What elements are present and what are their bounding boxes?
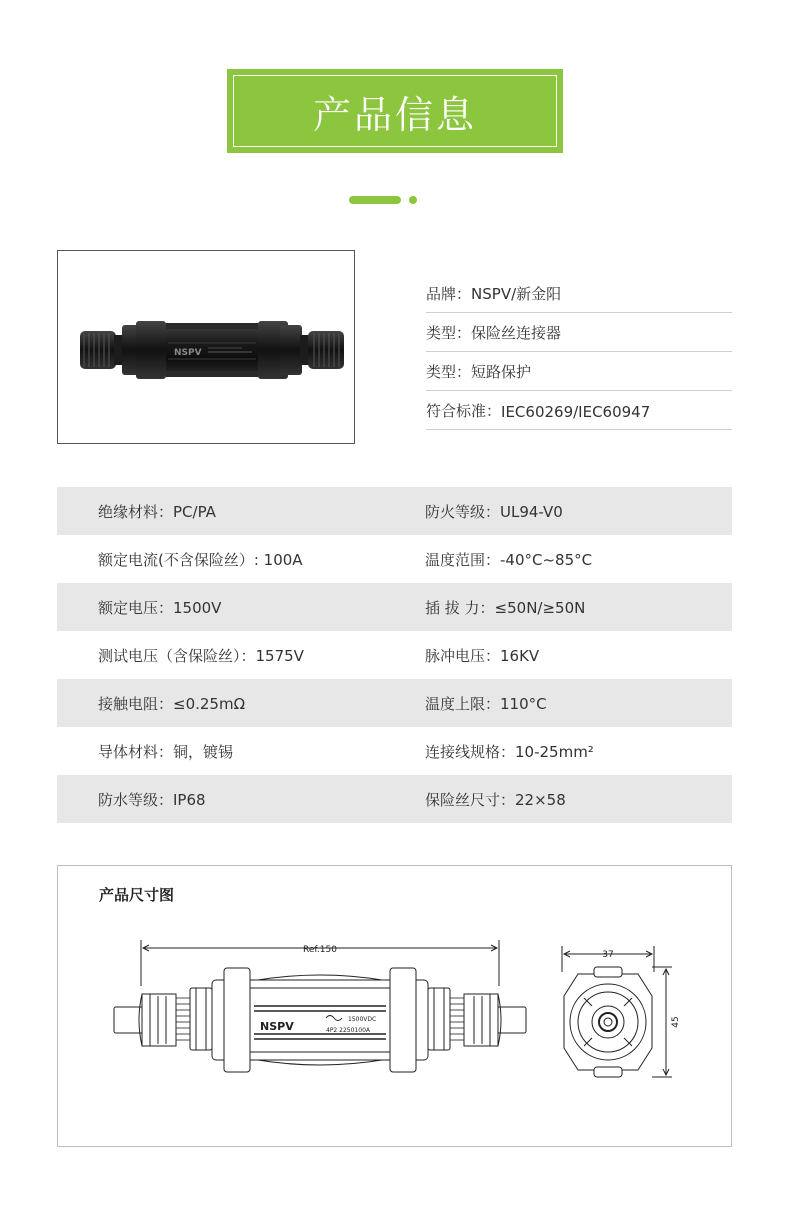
info-label: 类型 bbox=[426, 324, 457, 342]
width-dimension-label: 37 bbox=[602, 950, 614, 960]
table-row bbox=[57, 535, 732, 583]
spec-table bbox=[57, 487, 732, 823]
height-dimension-label: 45 bbox=[671, 1016, 681, 1028]
table-row bbox=[57, 631, 732, 679]
info-value: NSPV/新金阳 bbox=[471, 285, 562, 303]
info-separator: ： bbox=[486, 402, 502, 420]
info-value: IEC60269/IEC60947 bbox=[501, 403, 651, 421]
fuse-connector-image bbox=[58, 251, 354, 443]
info-row-protection bbox=[426, 352, 732, 391]
info-separator: ： bbox=[456, 363, 472, 381]
spec-cell: 保险丝尺寸：22×58 bbox=[425, 790, 566, 809]
body-brand-label: NSPV bbox=[260, 1020, 294, 1033]
spec-cell: 温度上限：110°C bbox=[425, 694, 547, 713]
spec-cell: 插 拔 力：≤50N/≥50N bbox=[425, 598, 586, 617]
dimension-diagram bbox=[58, 866, 731, 1146]
info-separator: ： bbox=[456, 324, 472, 342]
info-row-brand bbox=[426, 274, 732, 313]
spec-cell: 额定电流(不含保险丝）: 100A bbox=[98, 550, 303, 569]
spec-cell: 防火等级：UL94-V0 bbox=[425, 502, 563, 521]
product-photo bbox=[57, 250, 355, 444]
info-row-standard bbox=[426, 391, 732, 430]
spec-cell: 接触电阻：≤0.25mΩ bbox=[98, 694, 246, 713]
header-banner-frame bbox=[233, 75, 557, 147]
table-row bbox=[57, 727, 732, 775]
info-value: 保险丝连接器 bbox=[471, 324, 562, 342]
table-row bbox=[57, 583, 732, 631]
spec-cell: 温度范围：-40°C~85°C bbox=[425, 550, 593, 569]
decorative-bar bbox=[349, 196, 401, 204]
spec-cell: 额定电压：1500V bbox=[98, 598, 222, 617]
dimension-drawing bbox=[57, 865, 732, 1147]
spec-cell: 脉冲电压：16KV bbox=[425, 646, 540, 665]
body-voltage-label: 1500VDC bbox=[348, 1016, 377, 1023]
info-row-type bbox=[426, 313, 732, 352]
table-row bbox=[57, 775, 732, 823]
info-label: 符合标准 bbox=[426, 402, 487, 420]
length-dimension-label: Ref.150 bbox=[303, 945, 337, 955]
body-rating-label: 4P2 2250100A bbox=[326, 1027, 370, 1034]
table-row bbox=[57, 679, 732, 727]
spec-cell: 绝缘材料：PC/PA bbox=[98, 502, 216, 521]
page-title: 产品信息 bbox=[312, 92, 477, 137]
spec-cell: 防水等级：IP68 bbox=[98, 790, 206, 809]
spec-cell: 连接线规格：10-25mm² bbox=[425, 742, 594, 761]
photo-brand-text: NSPV bbox=[174, 348, 202, 358]
decorative-dot bbox=[409, 196, 417, 204]
spec-cell: 测试电压（含保险丝）：1575V bbox=[98, 646, 304, 665]
info-value: 短路保护 bbox=[471, 363, 532, 381]
dimension-title: 产品尺寸图 bbox=[99, 886, 175, 904]
info-label: 品牌 bbox=[426, 285, 457, 303]
product-info-list bbox=[426, 274, 732, 430]
info-separator: ： bbox=[456, 285, 472, 303]
table-row bbox=[57, 487, 732, 535]
info-label: 类型 bbox=[426, 363, 457, 381]
header-banner bbox=[227, 69, 563, 153]
spec-cell: 导体材料：铜，镀锡 bbox=[98, 742, 234, 761]
